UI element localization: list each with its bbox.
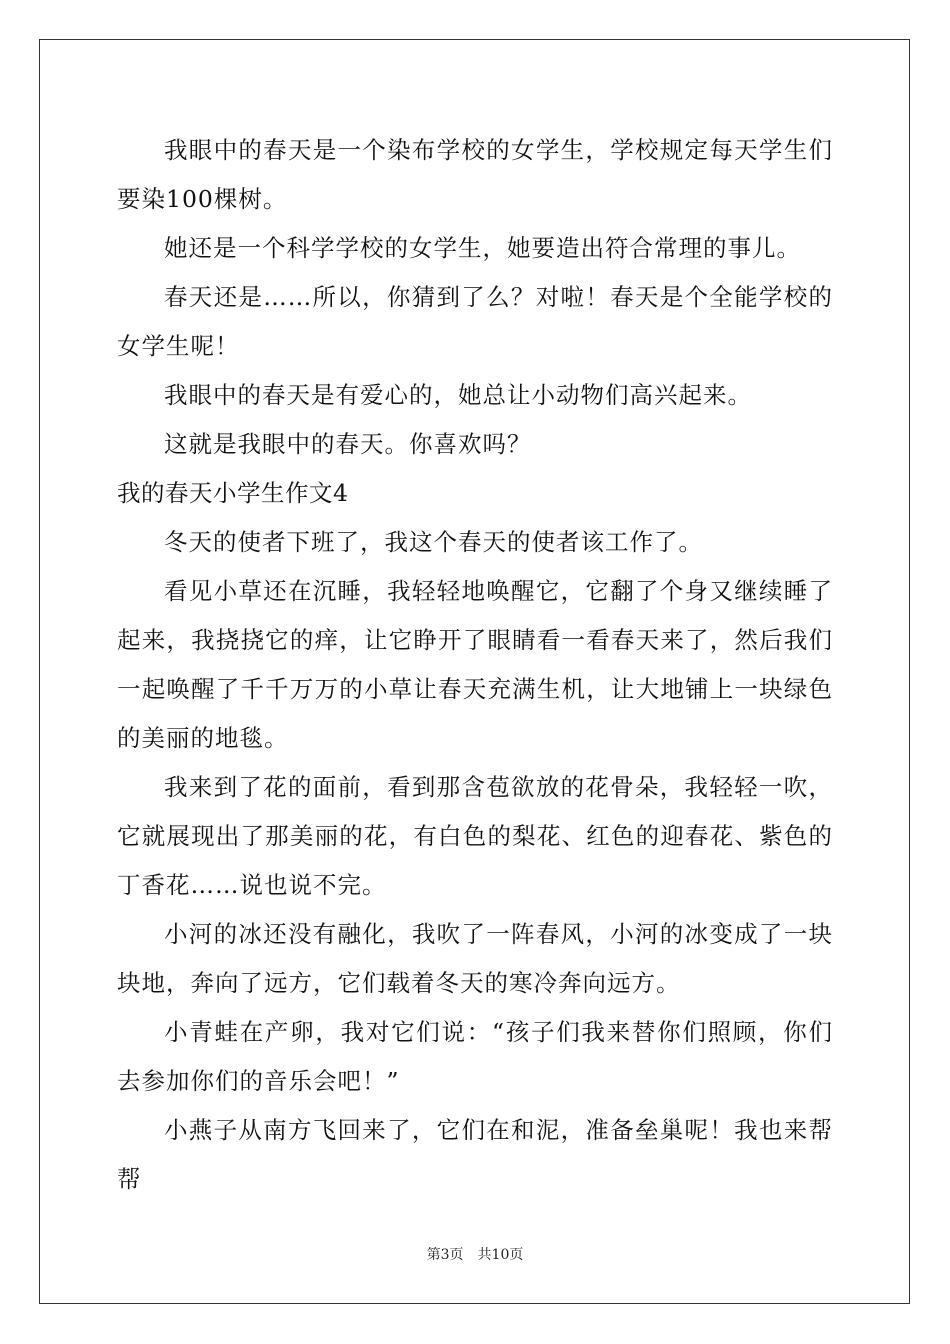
paragraph: 冬天的使者下班了，我这个春天的使者该工作了。 bbox=[164, 528, 703, 556]
paragraph: 小燕子从南方飞回来了，它们在和泥，准备垒巢呢！我也来帮帮 bbox=[117, 1116, 833, 1193]
page-total: 共10页 bbox=[477, 1247, 524, 1263]
paragraph: 我眼中的春天是一个染布学校的女学生，学校规定每天学生们要染100棵树。 bbox=[117, 136, 833, 213]
paragraph: 这就是我眼中的春天。你喜欢吗？ bbox=[164, 430, 532, 458]
page-footer bbox=[0, 1246, 950, 1264]
paragraph: 我眼中的春天是有爱心的，她总让小动物们高兴起来。 bbox=[164, 381, 752, 409]
document-body bbox=[117, 126, 833, 1204]
section-heading: 我的春天小学生作文4 bbox=[117, 479, 349, 507]
paragraph: 看见小草还在沉睡，我轻轻地唤醒它，它翻了个身又继续睡了起来，我挠挠它的痒，让它睁开了眼睛看一看春天来了，然后我们一起唤醒了千千万万的小草让春天充满生机，让大地铺上一块绿色的美丽的地毯。 bbox=[117, 577, 833, 752]
paragraph: 小青蛙在产卵，我对它们说：“孩子们我来替你们照顾，你们去参加你们的音乐会吧！” bbox=[117, 1018, 833, 1095]
paragraph: 她还是一个科学学校的女学生，她要造出符合常理的事儿。 bbox=[164, 234, 801, 262]
page-number: 第3页 bbox=[426, 1247, 464, 1263]
paragraph: 小河的冰还没有融化，我吹了一阵春风，小河的冰变成了一块块地，奔向了远方，它们载着冬天的寒冷奔向远方。 bbox=[117, 920, 833, 997]
paragraph: 春天还是……所以，你猜到了么？对啦！春天是个全能学校的女学生呢！ bbox=[117, 283, 833, 360]
paragraph: 我来到了花的面前，看到那含苞欲放的花骨朵，我轻轻一吹，它就展现出了那美丽的花，有白色的梨花、红色的迎春花、紫色的丁香花……说也说不完。 bbox=[117, 773, 833, 899]
